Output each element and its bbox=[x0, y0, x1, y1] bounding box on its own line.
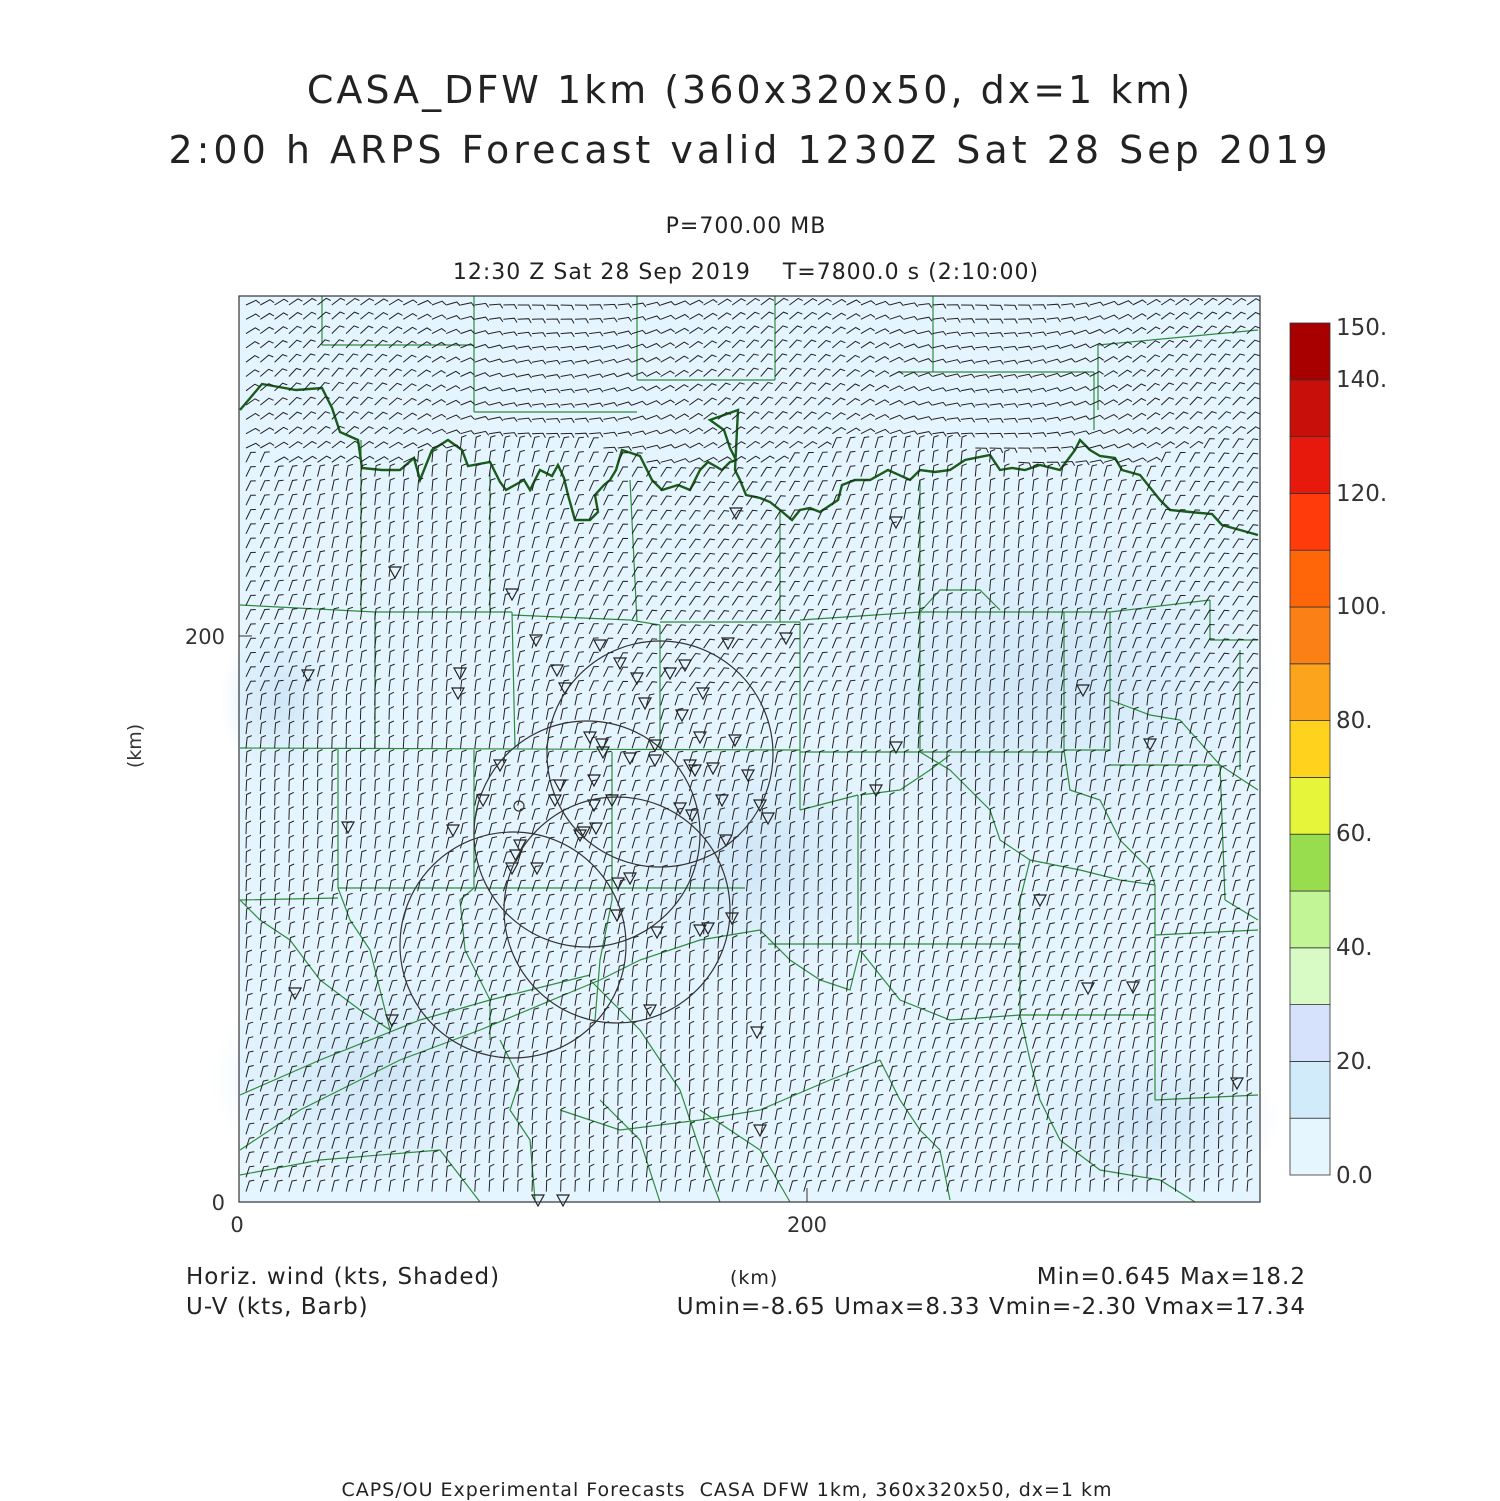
colorbar-swatch bbox=[1290, 777, 1330, 834]
credit-line: CAPS/OU Experimental Forecasts CASA DFW 1km, 360x320x50, dx=1 km bbox=[341, 1479, 1113, 1501]
colorbar-swatch bbox=[1290, 437, 1330, 494]
barb-field-label: U-V (kts, Barb) bbox=[186, 1294, 369, 1320]
colorbar-swatch bbox=[1290, 948, 1330, 1005]
pressure-level-label: P=700.00 MB bbox=[665, 214, 827, 239]
colorbar-label: 120. bbox=[1336, 481, 1388, 507]
colorbar-swatch bbox=[1290, 1005, 1330, 1062]
y-axis-label: (km) bbox=[124, 723, 146, 769]
x-tick-label: 200 bbox=[786, 1213, 828, 1237]
colorbar-label: 60. bbox=[1336, 821, 1373, 847]
colorbar-swatch bbox=[1290, 607, 1330, 664]
colorbar-swatch bbox=[1290, 1118, 1330, 1175]
colorbar-label: 150. bbox=[1336, 315, 1388, 341]
colorbar-swatch bbox=[1290, 721, 1330, 778]
colorbar-swatch bbox=[1290, 1061, 1330, 1118]
valid-time-label: 12:30 Z Sat 28 Sep 2019 T=7800.0 s (2:10:00) bbox=[452, 260, 1040, 285]
x-tick-label: 0 bbox=[230, 1213, 244, 1237]
title-line-1: CASA_DFW 1km (360x320x50, dx=1 km) bbox=[306, 68, 1194, 112]
colorbar-swatch bbox=[1290, 891, 1330, 948]
y-tick-label: 200 bbox=[184, 625, 225, 649]
colorbar-label: 100. bbox=[1336, 594, 1388, 620]
colorbar-swatch bbox=[1290, 550, 1330, 607]
colorbar-label: 140. bbox=[1336, 367, 1388, 393]
plot-area bbox=[210, 296, 1280, 1206]
colorbar bbox=[1290, 315, 1387, 1189]
colorbar-label: 0.0 bbox=[1336, 1163, 1373, 1189]
colorbar-swatch bbox=[1290, 493, 1330, 550]
colorbar-swatch bbox=[1290, 380, 1330, 437]
uv-min-max-label: Umin=-8.65 Umax=8.33 Vmin=-2.30 Vmax=17.34 bbox=[676, 1294, 1306, 1320]
colorbar-label: 40. bbox=[1336, 935, 1373, 961]
shaded-field-label: Horiz. wind (kts, Shaded) bbox=[186, 1264, 501, 1290]
colorbar-swatch bbox=[1290, 323, 1330, 380]
colorbar-label: 80. bbox=[1336, 708, 1373, 734]
title-line-2: 2:00 h ARPS Forecast valid 1230Z Sat 28 Sep 2019 bbox=[168, 128, 1332, 172]
min-max-label: Min=0.645 Max=18.2 bbox=[1036, 1264, 1306, 1290]
x-axis-label: (km) bbox=[730, 1267, 779, 1289]
colorbar-label: 20. bbox=[1336, 1049, 1373, 1075]
colorbar-swatch bbox=[1290, 834, 1330, 891]
colorbar-swatch bbox=[1290, 664, 1330, 721]
y-tick-label: 0 bbox=[211, 1191, 225, 1215]
